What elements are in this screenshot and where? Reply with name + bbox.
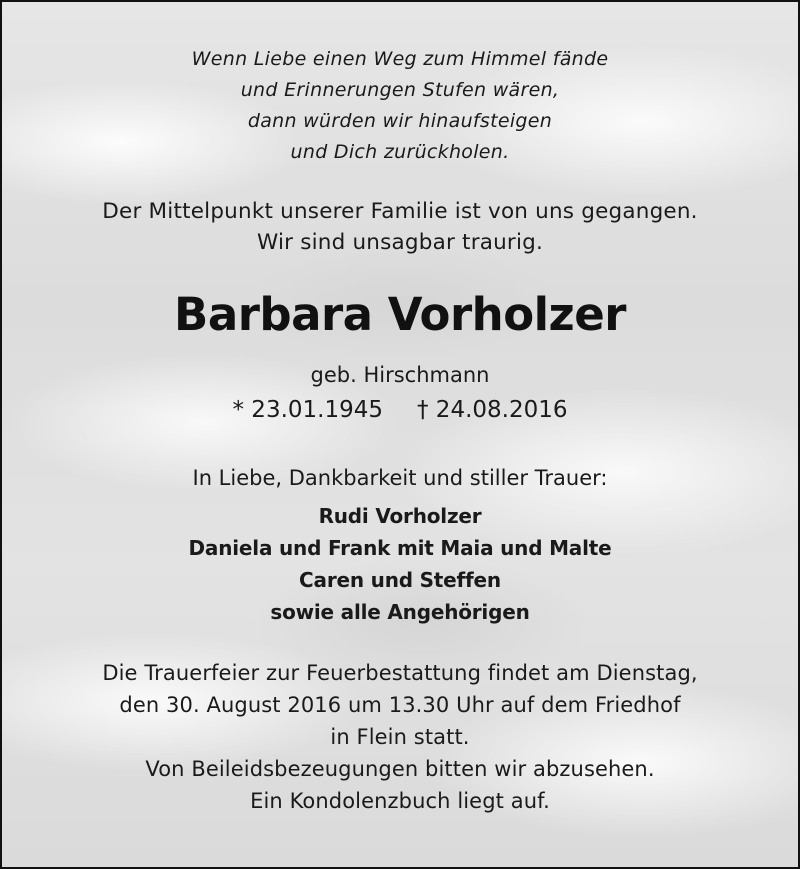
poem-line: dann würden wir hinaufsteigen [247,110,553,132]
mourners-list [2,500,798,628]
funeral-line: Ein Kondolenzbuch liegt auf. [250,789,550,813]
intro-text [2,196,798,258]
poem-line: und Erinnerungen Stufen wären, [240,79,560,101]
mourner-line: Caren und Steffen [299,568,501,592]
mourner-line: Daniela und Frank mit Maia und Malte [188,536,612,560]
funeral-line: Die Trauerfeier zur Feuerbestattung findet am Dienstag, [102,661,698,685]
deceased-name: Barbara Vorholzer [174,288,626,341]
funeral-info [2,657,798,817]
poem-line: Wenn Liebe einen Weg zum Himmel fände [191,48,609,70]
funeral-line: in Flein statt. [330,725,470,749]
poem [2,44,798,168]
mourner-line: Rudi Vorholzer [318,504,482,528]
mourner-line: sowie alle Angehörigen [270,600,530,624]
funeral-line: Von Beileidsbezeugungen bitten wir abzusehen. [145,757,655,781]
birth-date: * 23.01.1945 [232,397,383,423]
maiden-name: geb. Hirschmann [310,363,490,387]
funeral-line: den 30. August 2016 um 13.30 Uhr auf dem Friedhof [119,693,681,717]
poem-line: und Dich zurückholen. [290,141,510,163]
intro-line: Wir sind unsagbar traurig. [256,230,544,255]
life-dates [2,394,798,426]
mourners-intro: In Liebe, Dankbarkeit und stiller Trauer: [192,466,608,490]
intro-line: Der Mittelpunkt unserer Familie ist von uns gegangen. [102,199,698,224]
death-date: † 24.08.2016 [417,397,568,423]
